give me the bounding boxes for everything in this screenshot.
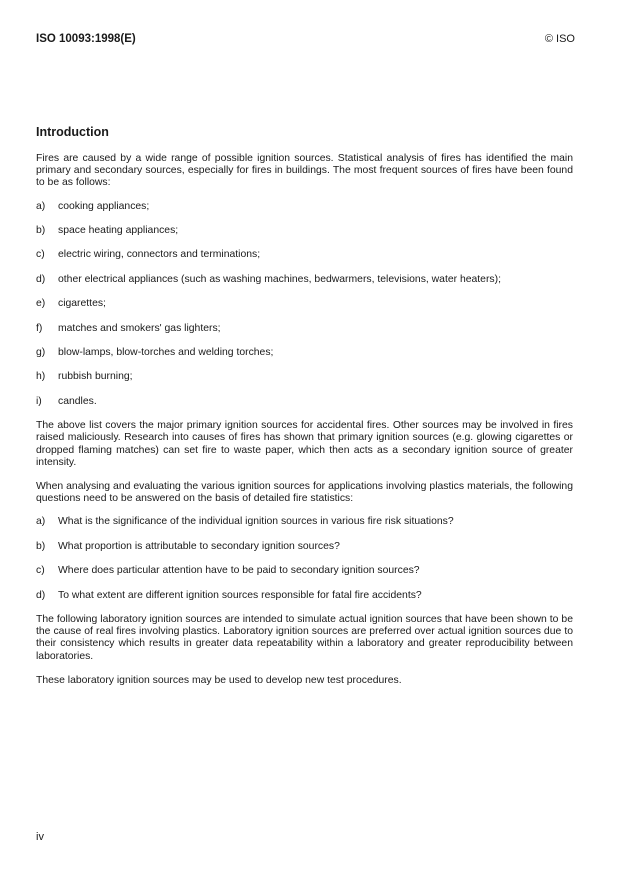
list-item-label: i) xyxy=(36,395,42,407)
intro-paragraph: Fires are caused by a wide range of possible ignition sources. Statistical analysis of fires has identified the main primary and secondary sources, especially for fires in buildings. The most frequent sources of fires have been found to be as follows: xyxy=(36,153,573,189)
list-item xyxy=(36,565,573,577)
list-item-text: matches and smokers' gas lighters; xyxy=(58,322,221,334)
list-item xyxy=(36,541,573,553)
list-item xyxy=(36,274,573,286)
list-item xyxy=(36,249,573,261)
list-item xyxy=(36,298,573,310)
questions-list xyxy=(36,516,573,601)
document-id: ISO 10093:1998(E) xyxy=(36,33,136,45)
list-item-text: Where does particular attention have to be paid to secondary ignition sources? xyxy=(58,565,420,577)
list-item-text: electric wiring, connectors and terminations; xyxy=(58,249,261,261)
list-item-text: To what extent are different ignition sources responsible for fatal fire accidents? xyxy=(58,589,422,601)
list-item xyxy=(36,201,573,213)
paragraph-primary-secondary: The above list covers the major primary ignition sources for accidental fires. Other sources may be involved in fires raised maliciously. Research into causes of fires has shown that primary ignition sources (e.g. glowing cigarettes or dropped flaming matches) can set fire to waste paper, which then acts as a secondary ignition source of greater intensity. xyxy=(36,420,573,468)
list-item xyxy=(36,516,573,528)
list-item-text: candles. xyxy=(58,395,97,407)
list-item-label: g) xyxy=(36,346,46,358)
list-item-text: other electrical appliances (such as washing machines, bedwarmers, televisions, water heaters); xyxy=(58,273,501,285)
list-item-label: a) xyxy=(36,516,46,528)
paragraph-test-procedures: These laboratory ignition sources may be used to develop new test procedures. xyxy=(36,674,402,686)
list-item-label: h) xyxy=(36,371,46,383)
list-item-text: cigarettes; xyxy=(58,298,106,310)
list-item-label: d) xyxy=(36,273,46,285)
list-item-label: d) xyxy=(36,589,46,601)
list-item xyxy=(36,347,573,359)
copyright-notice: © ISO xyxy=(544,33,575,45)
list-item-text: What is the significance of the individual ignition sources in various fire risk situations? xyxy=(58,516,454,528)
list-item xyxy=(36,371,573,383)
list-item-label: e) xyxy=(36,298,46,310)
list-item xyxy=(36,396,573,408)
list-item-label: b) xyxy=(36,225,46,236)
list-item-text: What proportion is attributable to secondary ignition sources? xyxy=(58,540,340,552)
list-item xyxy=(36,225,573,237)
list-item xyxy=(36,590,573,602)
list-item-text: cooking appliances; xyxy=(58,200,150,212)
list-item-label: c) xyxy=(36,249,45,261)
list-item-label: c) xyxy=(36,565,45,577)
ignition-sources-list xyxy=(36,201,573,408)
paragraph-laboratory-sources: The following laboratory ignition sources are intended to simulate actual ignition sources that have been shown to be the cause of real fires involving plastics. Laboratory ignition sources are preferred over actual ignition sources due to their consistency which results in greater data repeatability within a laboratory and greater reproducibility between laboratories. xyxy=(36,613,573,662)
list-item-label: a) xyxy=(36,200,46,212)
list-item-text: space heating appliances; xyxy=(58,225,179,236)
list-item-label: b) xyxy=(36,540,46,552)
list-item xyxy=(36,323,573,335)
section-title: Introduction xyxy=(36,125,109,139)
page-number: iv xyxy=(36,831,44,843)
list-item-text: blow-lamps, blow-torches and welding torches; xyxy=(58,346,274,358)
list-item-label: f) xyxy=(36,322,43,334)
paragraph-questions-intro: When analysing and evaluating the various ignition sources for applications involving plastics materials, the following questions need to be answered on the basis of detailed fire statistics: xyxy=(36,480,573,505)
document-body xyxy=(36,153,573,687)
list-item-text: rubbish burning; xyxy=(58,371,133,383)
